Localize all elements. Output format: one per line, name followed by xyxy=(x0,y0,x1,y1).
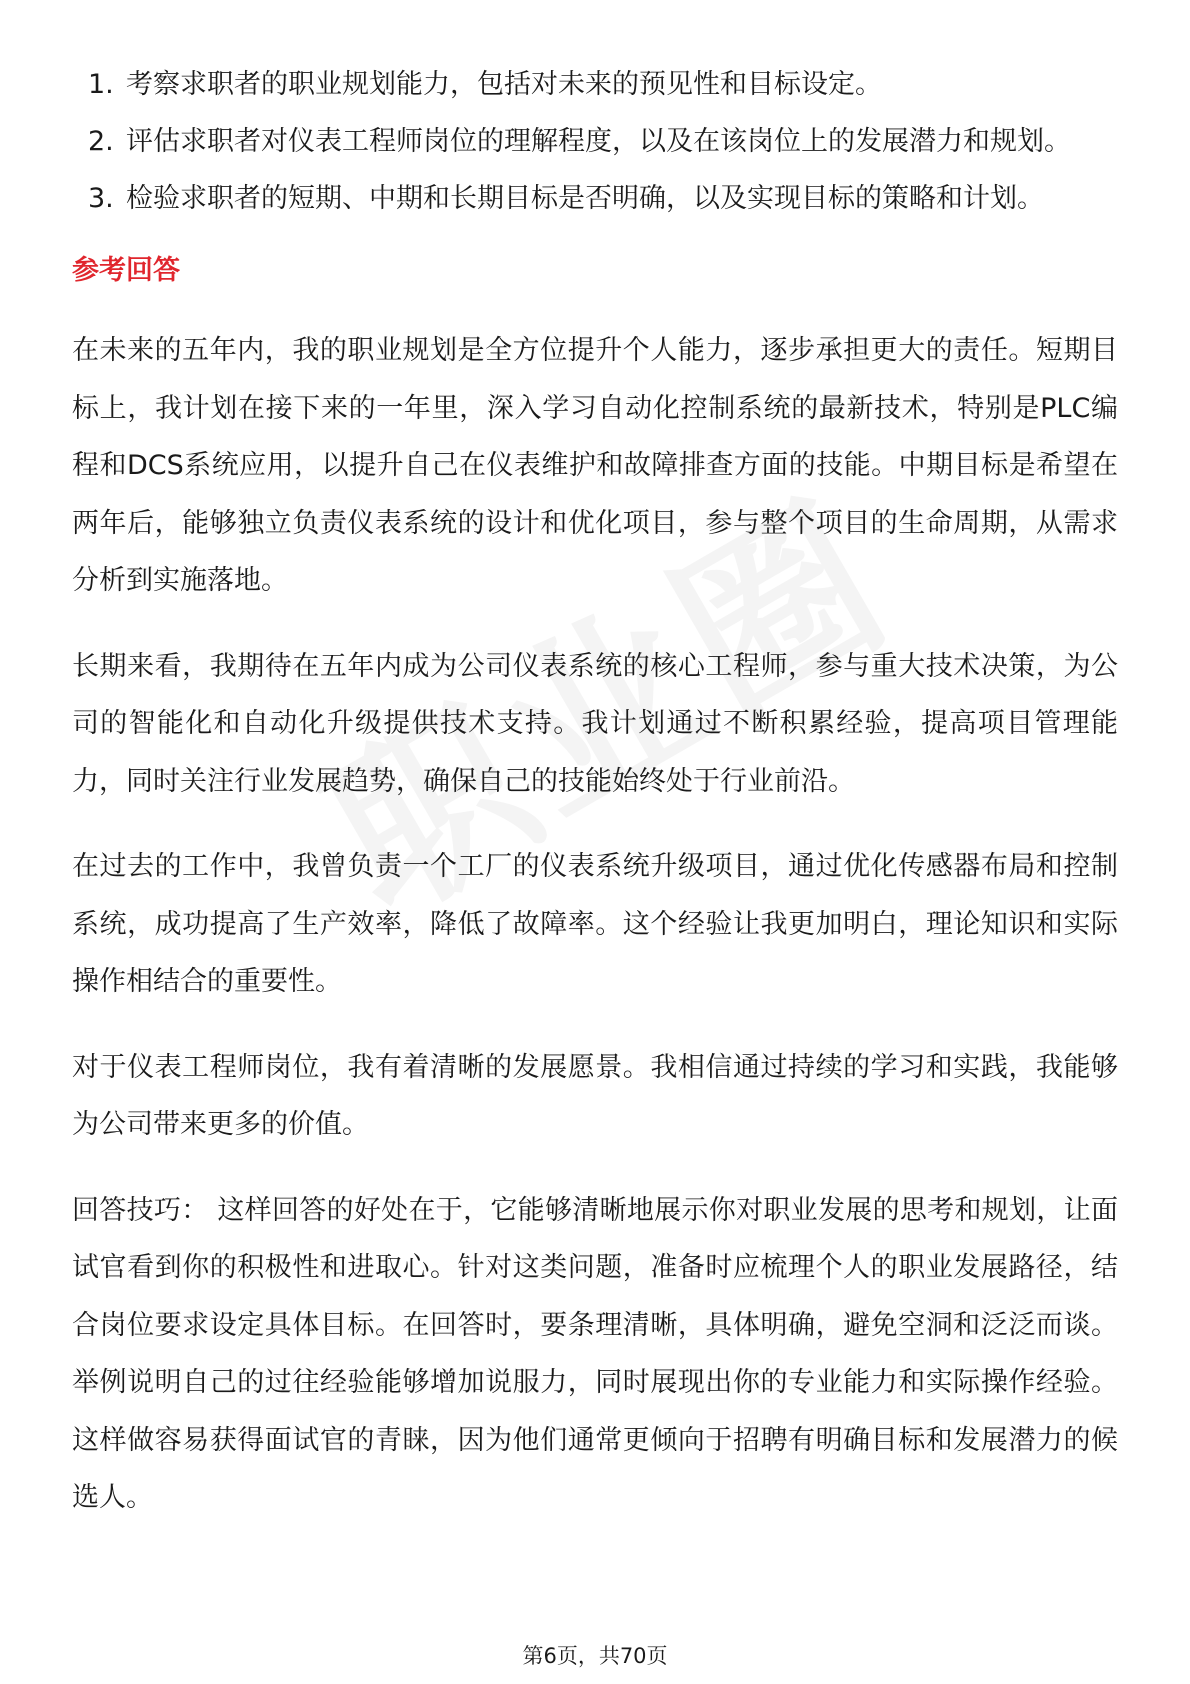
criteria-text: 检验求职者的短期、中期和长期目标是否明确，以及实现目标的策略和计划。 xyxy=(126,183,1044,214)
criteria-list xyxy=(72,56,1118,227)
answer-tips-paragraph: 回答技巧： 这样回答的好处在于，它能够清晰地展示你对职业发展的思考和规划，让面试官看到你的积极性和进取心。针对这类问题，准备时应梳理个人的职业发展路径，结合岗位要求设定具体目标。在回答时，要条理清晰，具体明确，避免空洞和泛泛而谈。举例说明自己的过往经验能够增加说服力，同时展现出你的专业能力和实际操作经验。这样做容易获得面试官的青睐，因为他们通常更倾向于招聘有明确目标和发展潜力的候选人。 xyxy=(72,1194,1118,1513)
answer-paragraph: 在过去的工作中，我曾负责一个工厂的仪表系统升级项目，通过优化传感器布局和控制系统，成功提高了生产效率，降低了故障率。这个经验让我更加明白，理论知识和实际操作相结合的重要性。 xyxy=(72,851,1118,997)
answer-paragraph: 对于仪表工程师岗位，我有着清晰的发展愿景。我相信通过持续的学习和实践，我能够为公司带来更多的价值。 xyxy=(72,1051,1118,1140)
page-footer: 第6页，共70页 xyxy=(522,1644,668,1668)
criteria-item xyxy=(72,113,1118,170)
criteria-number: 2. xyxy=(88,126,114,157)
criteria-item xyxy=(72,56,1118,113)
section-heading: 参考回答 xyxy=(72,255,180,286)
criteria-text: 评估求职者对仪表工程师岗位的理解程度，以及在该岗位上的发展潜力和规划。 xyxy=(126,126,1071,157)
criteria-number: 3. xyxy=(88,183,114,214)
criteria-number: 1. xyxy=(88,69,114,100)
answer-paragraph: 在未来的五年内，我的职业规划是全方位提升个人能力，逐步承担更大的责任。短期目标上，我计划在接下来的一年里，深入学习自动化控制系统的最新技术，特别是PLC编程和DCS系统应用，以提升自己在仪表维护和故障排查方面的技能。中期目标是希望在两年后，能够独立负责仪表系统的设计和优化项目，参与整个项目的生命周期，从需求分析到实施落地。 xyxy=(72,335,1118,596)
criteria-item xyxy=(72,170,1118,227)
criteria-text: 考察求职者的职业规划能力，包括对未来的预见性和目标设定。 xyxy=(126,69,882,100)
answer-paragraph: 长期来看，我期待在五年内成为公司仪表系统的核心工程师，参与重大技术决策，为公司的智能化和自动化升级提供技术支持。我计划通过不断积累经验，提高项目管理能力，同时关注行业发展趋势，确保自己的技能始终处于行业前沿。 xyxy=(72,650,1118,797)
page-content xyxy=(72,56,1118,1555)
